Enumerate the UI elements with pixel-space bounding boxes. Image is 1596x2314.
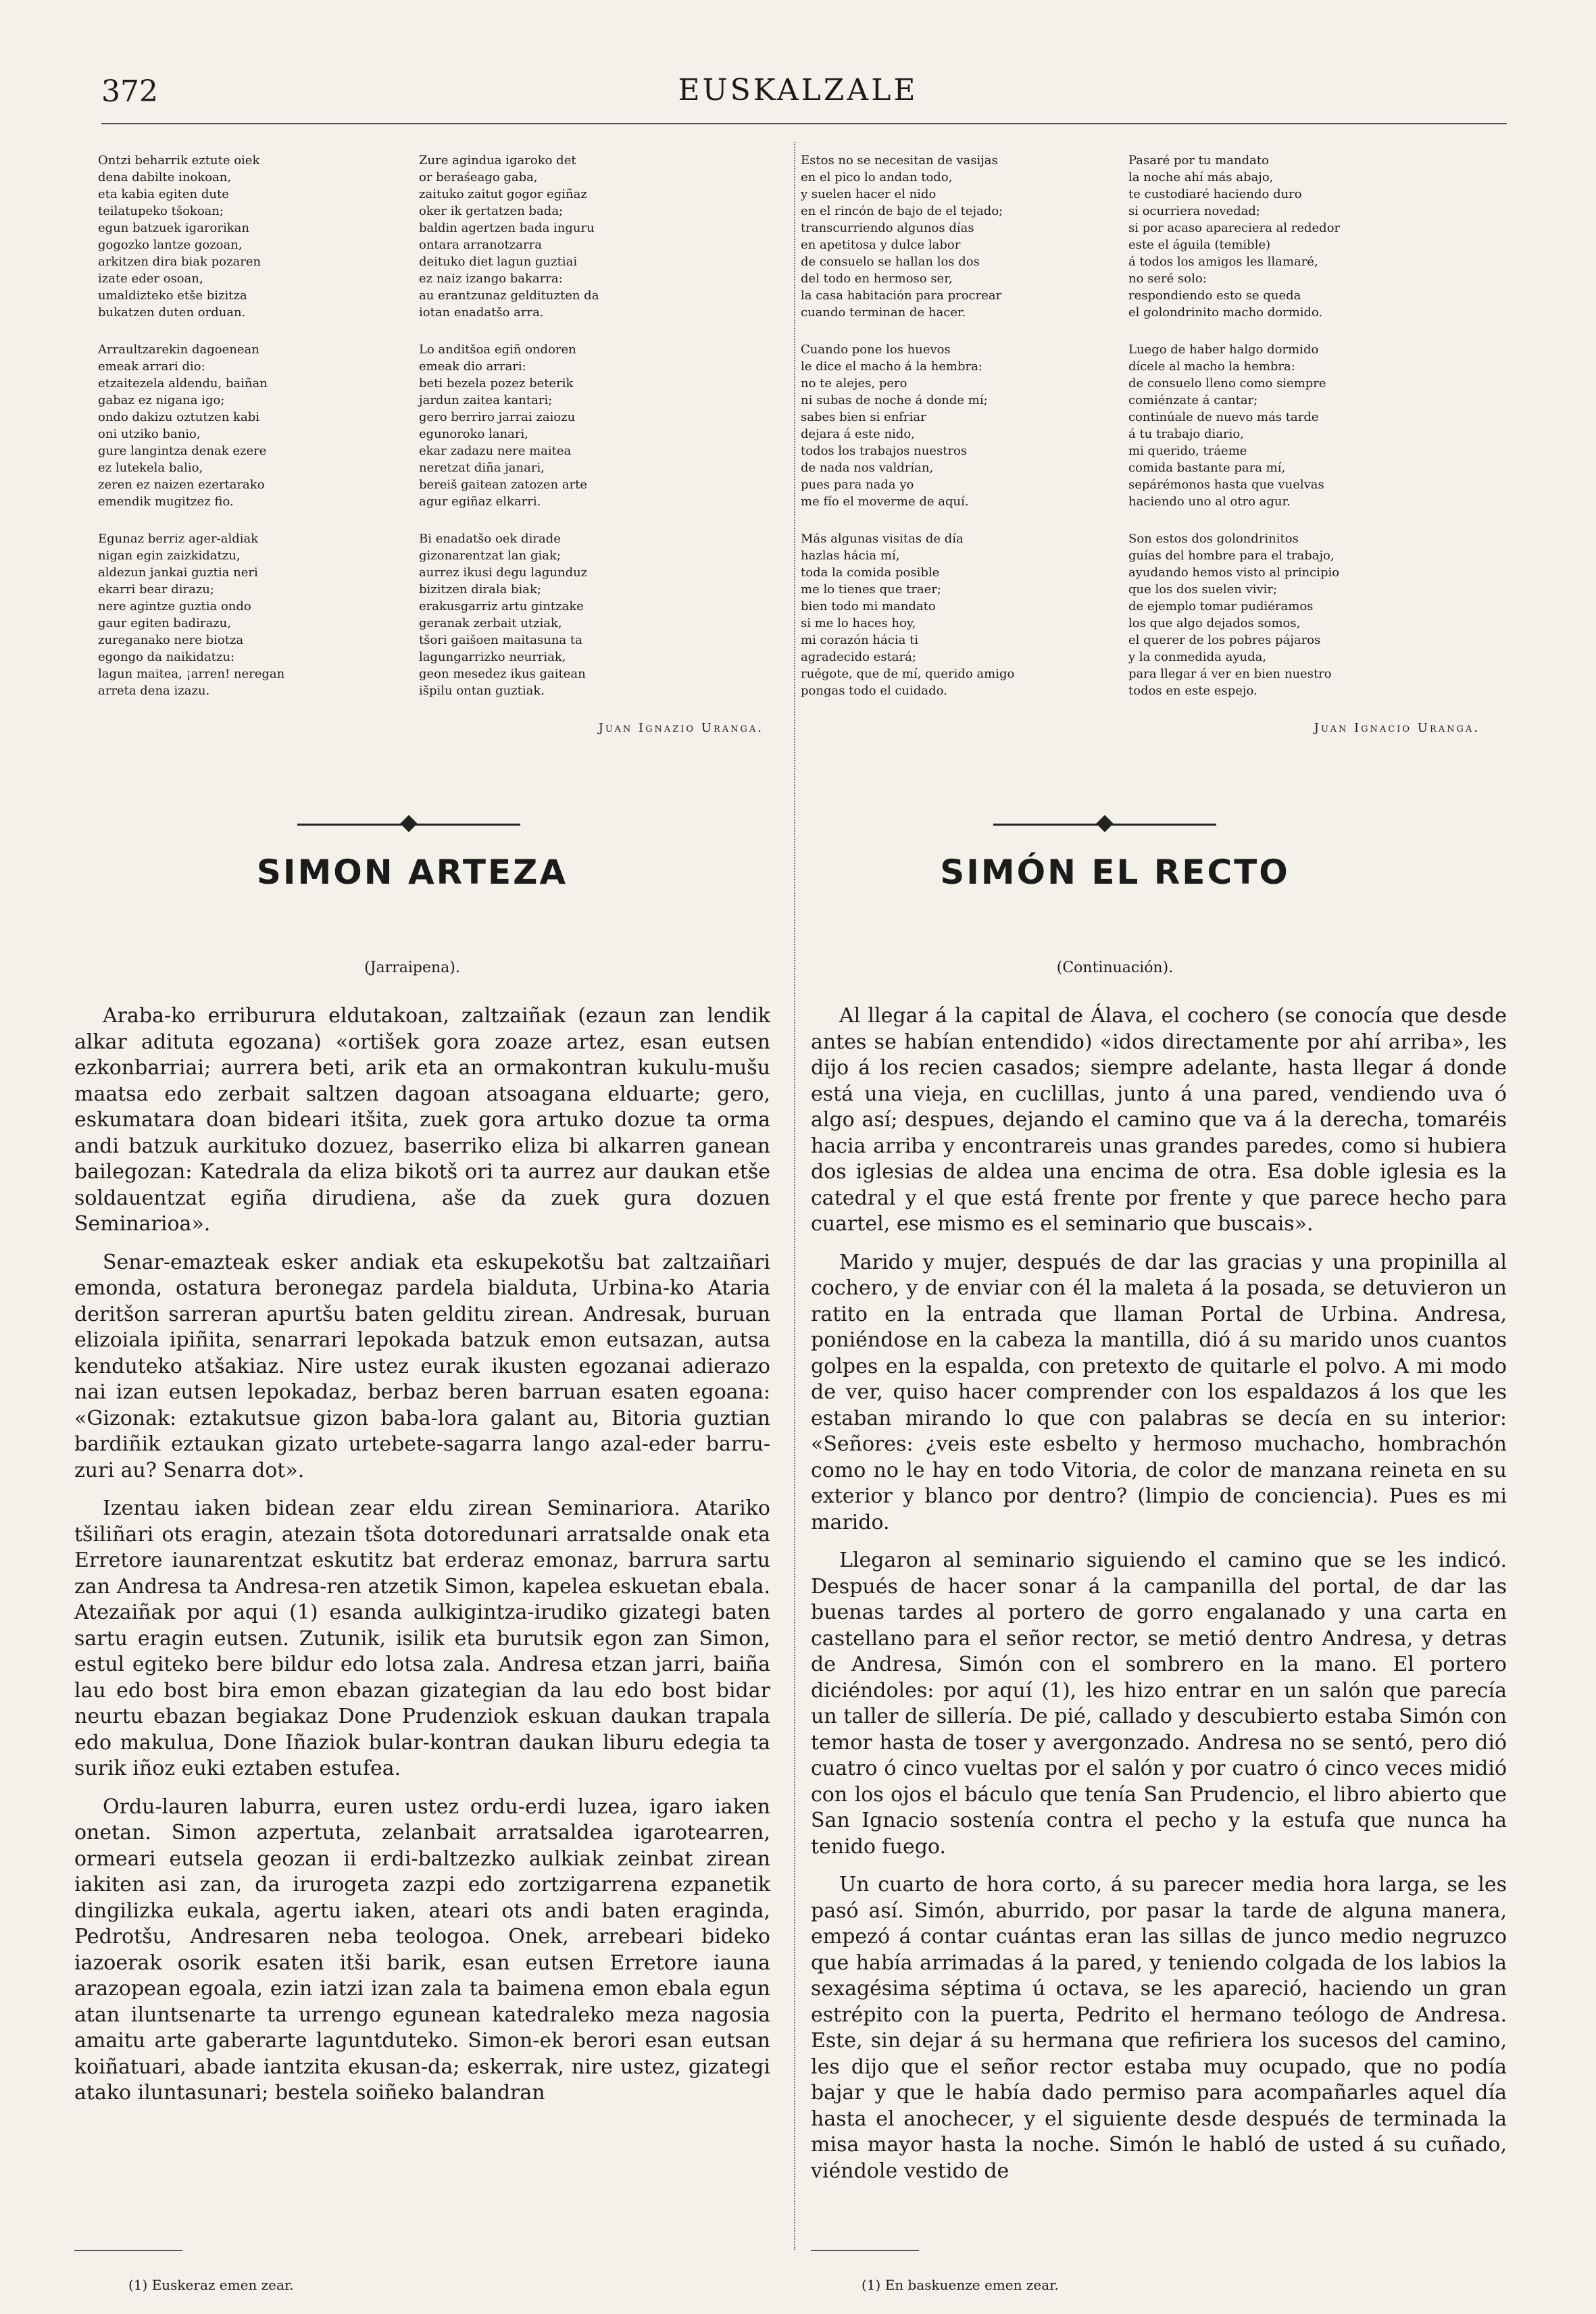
stanza: Cuando pone los huevos le dice el macho á la hembra: no te alejes, pero ni subas de noche á donde mí; sabes bien si enfriar dejara á este nido, todos los trabajos nuestros de nada nos valdrían, pues para nada yo me fío el moverme de aquí. [801,343,988,509]
stanza: Ontzi beharrik eztute oiek dena dabilte inokoan, eta kabia egiten dute teilatupeko tšokoan; egun batzuek igarorikan gogozko lantze gozoan, arkitzen dira biak pozaren izate eder osoan, umaldizteko etše bizitza bukatzen duten orduan. [98,153,261,320]
stanza: Estos no se necesitan de vasijas en el pico lo andan todo, y suelen hacer el nido en el rincón de bajo de el tejado; transcurriendo algunos días en apetitosa y dulce labor de consuelo se hallan los dos del todo en hermoso ser, la casa habitación para procrear cuando terminan de hacer. [801,153,1003,320]
right-article-title: SIMÓN EL RECTO [940,853,1290,892]
spanish-poem-column-1 [801,152,1125,720]
ornamental-rule [297,823,520,826]
right-article-subtitle: (Continuación). [1056,959,1174,976]
running-head: EUSKALZALE [678,73,918,107]
stanza: Luego de haber halgo dormido dícele al macho la hembra: de consuelo lleno como siempre comiénzate á cantar; continúale de nuevo más tarde á tu trabajo diario, mi querido, tráeme comida bastante para mí, sepárémonos hasta que vuelvas haciendo uno al otro agur. [1128,343,1326,509]
basque-poem-column-1 [98,152,416,720]
ornamental-rule [993,823,1216,826]
left-footnote: (1) Euskeraz emen zear. [128,2277,294,2293]
footnote-rule [74,2250,182,2251]
poem-signature: Juan Ignacio Uranga. [1314,721,1480,735]
header-rule [101,123,1507,124]
right-footnote: (1) En baskuenze emen zear. [862,2277,1059,2293]
footnote-rule [811,2250,919,2251]
paragraph: Ordu-lauren laburra, euren ustez ordu-erdi luzea, igaro iaken onetan. Simon azpertuta, zelanbait arratsaldea igarotearren, ormeari eutsela geozan ii erdi-baltzezko aulkiak zeinbat zirean iakiten asi zan, da irurogeta zazpi edo zortzigarrena ezpanetik dingilizka eukala, agertu iaken, ateari ots andi baten eraginda, Pedrotšu, Andresaren neba teologoa. Onek, arrebeari bideko iazoerak osorik esaten itši barik, esan eutsen Erretore iauna arazopean egoala, ezin iatzi izan zala ta baimena emon ebala egun atan iluntsenarte ta urrengo egunean katedraleko meza nagosia amaitu arte gaberarte laguntduteko. Simon-ek berori esan eutsan koiñatuari, abade iantzita ekusan-da; eskerrak, nire ustez, gizategi atako iluntasunari; bestela soiñeko balandran [74,1794,770,2105]
rule-diamond [400,815,417,832]
stanza: Bi enadatšo oek dirade gizonarentzat lan giak; aurrez ikusi degu lagunduz bizitzen dirala biak; erakusgarriz artu gintzake geranak zerbait utziak, tšori gaišoen maitasuna ta lagungarrizko neurriak, geon mesedez ikus gaitean išpilu ontan guztiak. [419,532,588,698]
paragraph: Senar-emazteak esker andiak eta eskupekotšu bat zaltzaiñari emonda, ostatura beronegaz pardela bialduta, Urbina-ko Ataria deritšon sarreran apurtšu baten gelditu zirean. Andresak, buruan elizoiala ipiñita, senarrari lepokada batzuk emon eutsazan, autsa kenduteko atšakiaz. Nire ustez eurak ikusten egozanai adierazo nai izan eutsen lepokadaz, berbaz beren barruan esaten egoana: «Gizonak: eztakutsue gizon baba-lora galant au, Bitoria guztian bardiñik eztaukan gizato urtebete-sagarra lango azal-eder barru-zuri au? Senarra dot». [74,1250,770,1482]
stanza: Lo anditšoa egiñ ondoren emeak dio arrari: beti bezela pozez beterik jardun zaitea kantari; gero berriro jarrai zaiozu egunoroko lanari, ekar zadazu nere maitea neretzat diña janari, bereiš gaitean zatozen arte agur egiñaz elkarri. [419,343,588,509]
left-article-body [74,1003,770,2119]
left-article-title: SIMON ARTEZA [256,853,568,892]
page-number: 372 [101,74,158,109]
paragraph: Izentau iaken bidean zear eldu zirean Seminariora. Atariko tšiliñari ots eragin, atezain tšota dotoredunari arratsalde onak eta Erretore iaunarentzat eskutitz bat erderaz emonaz, barrura sartu zan Andresa ta Andresa-ren atzetik Simon, kapelea eskuetan ebala. Atezaiñak por aqui (1) esanda aulkigintza-irudiko gizategi baten sartu eragin eutsen. Zutunik, isilik eta burutsik egon zan Simon, estul egiteko bere bildur edo lotsa zala. Andresa etzan jarri, baiña lau edo bost bira emon ebazan gizategian da lau edo bost bidar neurtu ebazan begiakaz Done Prudenziok eskuan daukan trapala edo makulua, Done Iñaziok bular-kontran daukan liburu edegia ta surik iñoz euki eztaben estufea. [74,1496,770,1780]
stanza: Arraultzarekin dagoenean emeak arrari dio: etzaitezela aldendu, baiñan gabaz ez nigana igo; ondo dakizu oztutzen kabi oni utziko banio, gure langintza denak ezere ez lutekela balio, zeren ez naizen ezertarako emendik mugitzez fio. [98,343,268,509]
paragraph: Un cuarto de hora corto, á su parecer media hora larga, se les pasó así. Simón, aburrido, por pasar la tarde de alguna manera, empezó á contar cuántas eran las sillas de junco medio negruzco que había arrimadas á la pared, y teniendo colgada de los labios la sexagésima séptima ú octava, se les apareció, haciendo un gran estrépito con la puerta, Pedrito el hermano teólogo de Andresa. Este, sin dejar á su hermana que refiriera los sucesos del camino, les dijo que el señor rector estaba muy ocupado, que no podía bajar y que le había dado permiso para acompañarles aquel día hasta el anochecer, y el siguiente desde después de terminada la misa mayor hasta la noche. Simón le habló de usted á su cuñado, viéndole vestido de [811,1873,1507,2183]
left-article-subtitle: (Jarraipena). [364,959,460,976]
rule-diamond [1096,815,1113,832]
basque-poem-column-2 [419,152,764,736]
paragraph: Araba-ko erriburura eldutakoan, zaltzaiñak (ezaun zan lendik alkar adituta egozana) «ortišek gora zoaze artez, esan eutsen ezkonbarriai; aurrera beti, arik eta an ormakontran kukulu-mušu maatsa edo zerbait saltzen dagoan atsoagana elduarte; gero, eskumatara doan bideari itšita, zuek gora artuko dozue ta orma andi batzuk aurkituko dozuez, baserriko eliza bi alkarren ganean bailegozan: Katedrala da eliza bikotš ori ta aurrez aur daukan etše soldauentzat egiña dirudiena, aše da zuek gura dozuen Seminarioa». [74,1004,770,1236]
paragraph: Llegaron al seminario siguiendo el camino que se les indicó. Después de hacer sonar á la campanilla del portal, de dar las buenas tardes al portero de gorro engalanado y una carta en castellano para el señor rector, se metió dentro Andresa, y detras de Andresa, Simón con el sombrero en la mano. El portero diciéndoles: por aquí (1), les hizo entrar en un salón que parecía un taller de sillería. De pié, callado y descubierto estaba Simón con temor hasta de toser y avergonzado. Andresa no se sentó, pero dió cuatro ó cinco vueltas por el salón y por cuatro ó cinco veces midió con los ojos el báculo que tenía San Prudencio, el libro abierto que San Ignacio sostenía contra el pecho y la estufa que nunca ha tenido fuego. [811,1549,1507,1859]
stanza: Zure agindua igaroko det or beraśeago gaba, zaituko zaitut gogor egiñaz oker ik gertatzen bada; baldin agertzen bada inguru ontara arranotzarra deituko diet lagun guztiai ez naiz izango bakarra: au erantzunaz geldituzten da iotan enadatšo arra. [419,153,599,320]
stanza: Más algunas visitas de día hazlas hácia mí, toda la comida posible me lo tienes que traer; bien todo mi mandato si me lo haces hoy, mi corazón hácia ti agradecido estará; ruégote, que de mí, querido amigo pongas todo el cuidado. [801,532,1015,698]
page-header [0,68,1596,122]
stanza: Son estos dos golondrinitos guías del hombre para el trabajo, ayudando hemos visto al principio que los dos suelen vivir; de ejemplo tomar pudiéramos los que algo dejados somos, el querer de los pobres pájaros y la conmedida ayuda, para llegar á ver en bien nuestro todos en este espejo. [1128,532,1340,698]
stanza: Egunaz berriz ager-aldiak nigan egin zaizkidatzu, aldezun jankai guztia neri ekarri bear dirazu; nere agintze guztia ondo gaur egiten badirazu, zureganako nere biotza egongo da naikidatzu: lagun maitea, ¡arren! neregan arreta dena izazu. [98,532,285,698]
column-divider [794,142,795,2250]
spanish-poem-column-2 [1128,152,1480,736]
right-article-body [811,1003,1507,2196]
paragraph: Marido y mujer, después de dar las gracias y una propinilla al cochero, y de enviar con él la maleta á la posada, se detuvieron un ratito en la entrada que llaman Portal de Urbina. Andresa, poniéndose en la cabeza la mantilla, dió á su marido unos cuantos golpes en la espalda, con pretexto de quitarle el polvo. A mi modo de ver, quiso hacer comprender con los espaldazos á los que les estaban mirando lo que con palabras se decía en su interior: «Señores: ¿veis este esbelto y hermoso muchacho, hombrachón como no le hay en todo Vitoria, de color de manzana reineta en su exterior y blanco por dentro? (limpio de conciencia). Pues es mi marido. [811,1250,1507,1534]
paragraph: Al llegar á la capital de Álava, el cochero (se conocía que desde antes se habían entendido) «idos directamente por ahí arriba», les dijo á los recien casados; siempre adelante, hasta llegar á donde está una vieja, en cuclillas, junto á una pared, vendiendo uva ó algo así; despues, dejando el camino que va á la derecha, tomaréis hacia arriba y encontrareis unas grandes paredes, como si hubiera dos iglesias de aldea una encima de otra. Esa doble iglesia es la catedral y el que está frente por frente y que parece hecho para cuartel, ese mismo es el seminario que buscais». [811,1004,1507,1236]
poem-signature: Juan Ignazio Uranga. [598,721,764,735]
stanza: Pasaré por tu mandato la noche ahí más abajo, te custodiaré haciendo duro si ocurriera novedad; si por acaso apareciera al rededor este el águila (temible) á todos los amigos les llamaré, no seré solo: respondiendo esto se queda el golondrinito macho dormido. [1128,153,1341,320]
